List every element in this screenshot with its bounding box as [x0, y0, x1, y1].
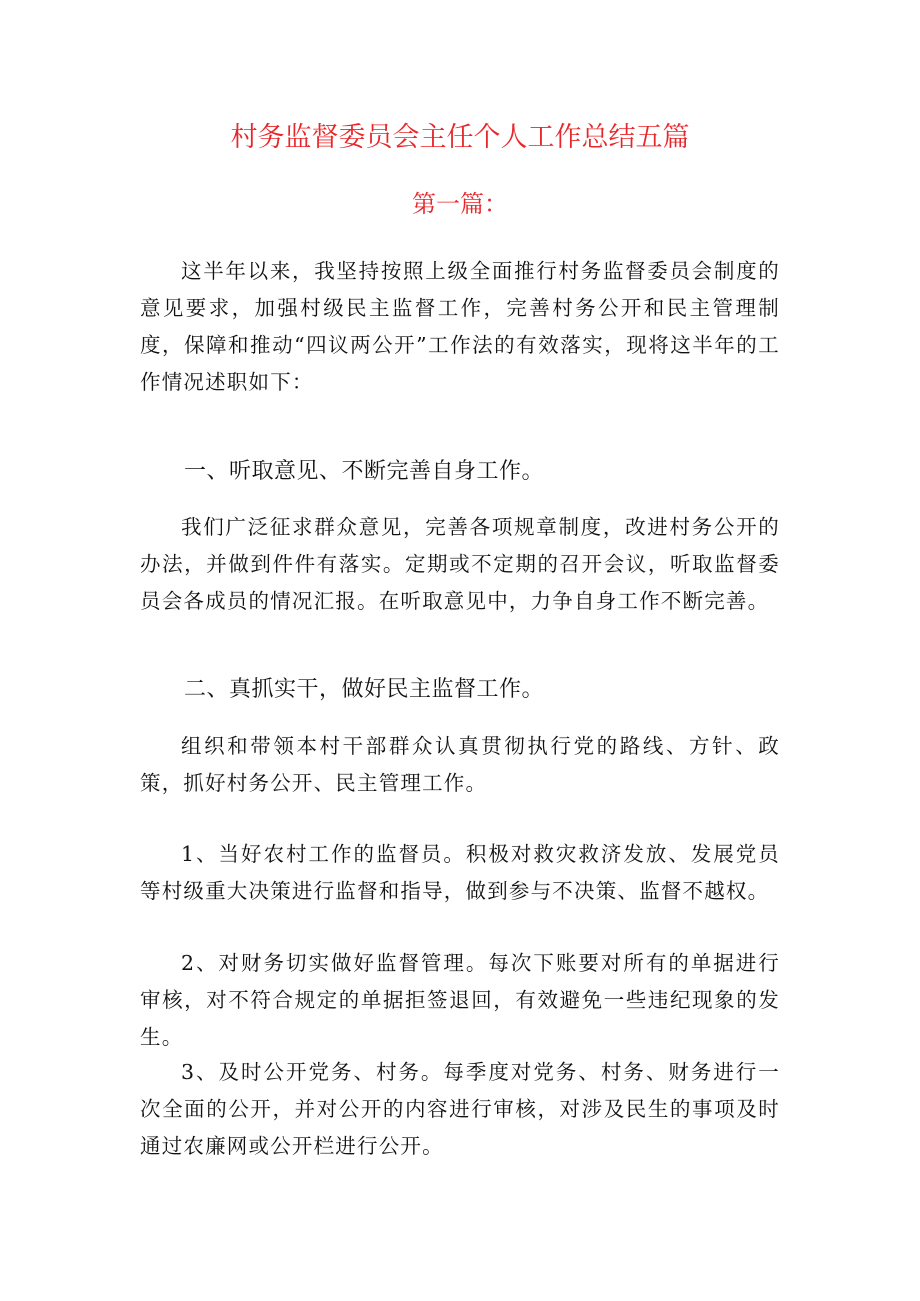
section-heading-1: 一、听取意见、不断完善自身工作。 [184, 459, 545, 484]
document-subtitle: 第一篇： [412, 190, 508, 218]
section-paragraph-1: 我们广泛征求群众意见，完善各项规章制度，改进村务公开的办法，并做到件件有落实。定期或不定期的召开会议，听取监督委员会各成员的情况汇报。在听取意见中，力争自身工作不断完善。 [140, 515, 780, 613]
list-item: 3、及时公开党务、村务。每季度对党务、村务、财务进行一次全面的公开，并对公开的内容进行审核，对涉及民生的事项及时通过农廉网或公开栏进行公开。 [140, 1060, 780, 1158]
document-title: 村务监督委员会主任个人工作总结五篇 [230, 122, 690, 153]
intro-paragraph: 这半年以来，我坚持按照上级全面推行村务监督委员会制度的意见要求，加强村级民主监督工作，完善村务公开和民主管理制度，保障和推动“四议两公开”工作法的有效落实，现将这半年的工作情况述职如下： [140, 259, 780, 394]
section-paragraph-2: 组织和带领本村干部群众认真贯彻执行党的路线、方针、政策，抓好村务公开、民主管理工作。 [140, 734, 780, 795]
section-heading-2: 二、真抓实干，做好民主监督工作。 [184, 677, 545, 702]
list-item: 1、当好农村工作的监督员。积极对救灾救济发放、发展党员等村级重大决策进行监督和指导，做到参与不决策、监督不越权。 [140, 842, 780, 903]
list-item: 2、对财务切实做好监督管理。每次下账要对所有的单据进行审核，对不符合规定的单据拒签退回，有效避免一些违纪现象的发生。 [140, 951, 780, 1049]
